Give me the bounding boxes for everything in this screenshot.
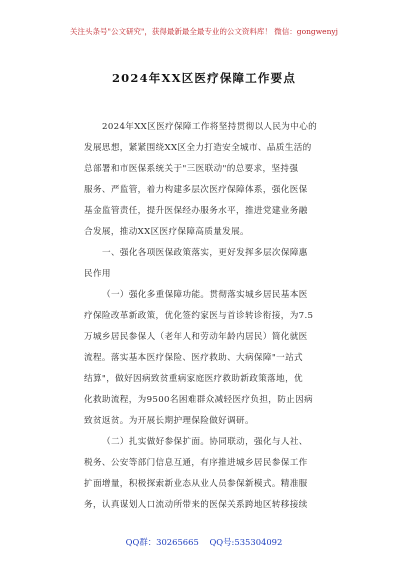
body-line: 合发展，推动XX区医疗保障高质量发展。 [84, 227, 249, 237]
body-line: 扩面增量，积极探索新业态从业人员参保新模式。精准服 [84, 479, 308, 489]
qq-group-number: 30265665 [156, 537, 199, 547]
section-heading: 一、强化各项医保政策落实，更好发挥多层次保障惠 [102, 248, 308, 258]
body-line: 基金监管责任，提升医保经办服务水平，推进党建业务融 [84, 206, 308, 216]
body-line: 税务、公安等部门信息互通，有序推进城乡居民参保工作 [84, 458, 308, 468]
footer-contact [0, 536, 408, 548]
body-line: 化救助流程，为9500名困难群众减轻医疗负担，防止因病 [84, 395, 313, 405]
body-line: 结算"，做好因病致贫重病家庭医疗救助新政策落地，优 [84, 374, 303, 384]
body-line: 务，认真谋划人口流动所带来的医保关系跨地区转移接续 [84, 500, 308, 510]
qq-number-label: QQ号: [209, 537, 235, 547]
section-heading: 民作用 [84, 269, 111, 279]
body-line: 致贫返贫。为开展长期护理保险做好调研。 [84, 416, 254, 426]
body-line: 流程。落实基本医疗保险、医疗救助、大病保障"一站式 [84, 353, 303, 363]
qq-number: 535304092 [234, 537, 283, 547]
body-line: （一）强化多重保障功能。贯彻落实城乡居民基本医 [102, 290, 308, 300]
body-line: 总部署和市医保系统关于"三医联动"的总要求，坚持强 [84, 164, 299, 174]
body-line: 2024年XX区医疗保障工作将坚持贯彻以人民为中心的 [102, 122, 318, 132]
body-line: 服务、严监管，着力构建多层次医疗保障体系，强化医保 [84, 185, 308, 195]
body-line: 万城乡居民参保人（老年人和劳动年龄内居民）简化就医 [84, 332, 308, 342]
document-title: 2024年XX区医疗保障工作要点 [111, 71, 297, 85]
header-notice: 关注头条号"公文研究"，获得最新最全最专业的公文资料库！ 微信：gongwenyj [70, 27, 338, 36]
body-line: 疗保险改革新政策，优化签约家医与首诊转诊衔接，为7.5 [84, 311, 314, 321]
qq-group-label: QQ群： [125, 537, 157, 547]
body-line: 发展思想，紧紧围绕XX区全力打造安全城市、品质生活的 [84, 143, 312, 153]
body-line: （二）扎实做好参保扩面。协同联动，强化与人社、 [102, 437, 308, 447]
